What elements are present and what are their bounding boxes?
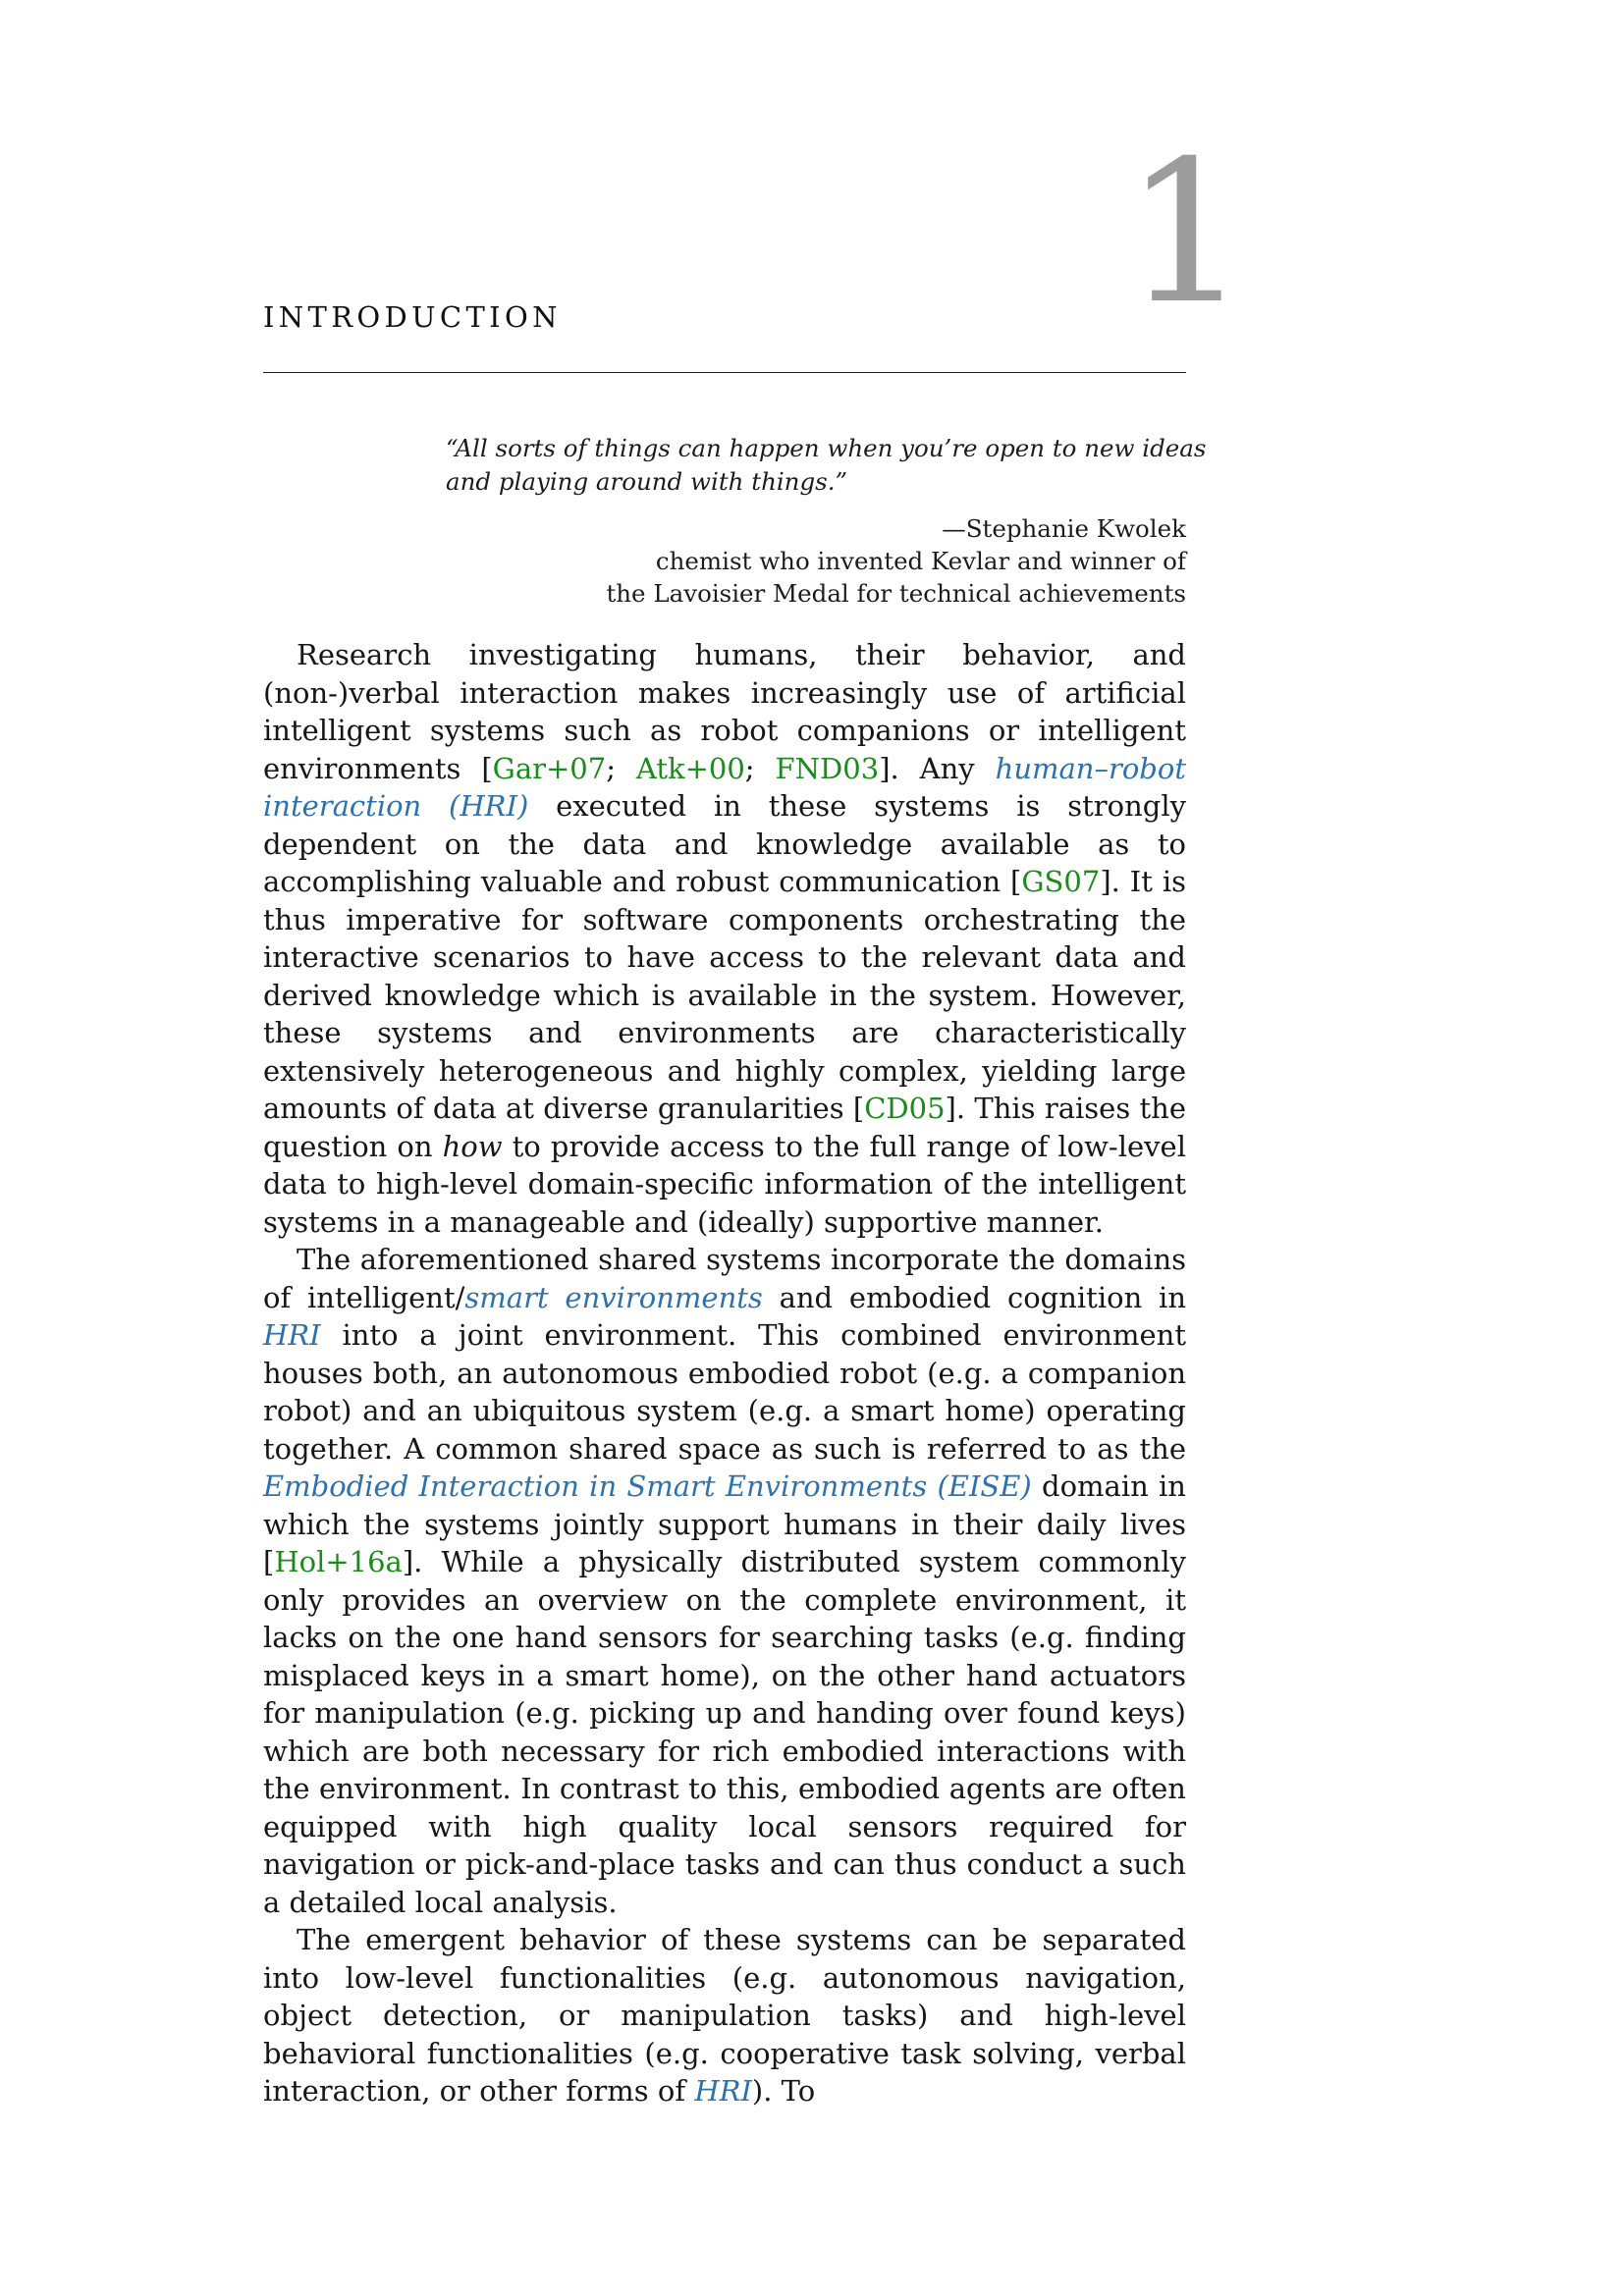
term-link[interactable]: human–robot interaction (HRI) xyxy=(263,751,1186,823)
chapter-title: INTRODUCTION xyxy=(263,300,562,334)
term-link[interactable]: HRI xyxy=(263,1318,321,1352)
citation-link[interactable]: GS07 xyxy=(1021,865,1101,898)
citation-link[interactable]: Hol+16a xyxy=(274,1545,403,1578)
epigraph-quote-line: “All sorts of things can happen when you’re open to new ideas xyxy=(446,434,1207,462)
epigraph-attribution-desc-line: the Lavoisier Medal for technical achievements xyxy=(606,579,1186,608)
text-run: and embodied cognition in xyxy=(762,1280,1186,1314)
text-run: to provide access to the full range of low-level data to high-level domain-specific information of the intelligent systems in a manageable and (ideally) supportive manner. xyxy=(263,1129,1186,1239)
epigraph-attribution-desc-line: chemist who invented Kevlar and winner of xyxy=(655,547,1186,575)
text-run: Research investigating humans, their behavior, and (non-)verbal interaction makes increasingly use of artificial intelligent systems such as robot companions or intelligent environments [ xyxy=(263,638,1186,785)
text-run: The aforementioned shared systems incorporate the domains of intelligent/ xyxy=(263,1243,1186,1314)
text-run: ). To xyxy=(751,2074,816,2108)
text-run: ; xyxy=(744,751,776,785)
epigraph-quote xyxy=(263,432,1207,499)
term-link[interactable]: smart environments xyxy=(464,1280,763,1314)
chapter-number: 1 xyxy=(1123,119,1249,347)
citation-link[interactable]: CD05 xyxy=(864,1092,946,1125)
term-link[interactable]: HRI xyxy=(694,2074,752,2108)
body-text xyxy=(263,636,1186,2110)
citation-link[interactable]: Atk+00 xyxy=(635,751,745,785)
text-run: The emergent behavior of these systems can be separated into low-level functionalities (e.g. autonomous navigation, object detection, or manipulation tasks) and high-level behavioral functionalities (e.g. cooperative task solving, verbal interaction, or other forms of xyxy=(263,1923,1186,2108)
text-run: ]. This raises the question on xyxy=(263,1092,1186,1163)
body-paragraph xyxy=(263,1921,1186,2110)
epigraph-attribution xyxy=(263,512,1186,610)
text-run: executed in these systems is strongly dependent on the data and knowledge available as to accomplishing valuable and robust communication [ xyxy=(263,789,1187,898)
text-run: ; xyxy=(606,751,636,785)
epigraph xyxy=(263,432,1207,610)
text-run: ]. While a physically distributed system commonly only provides an overview on the complete environment, it lacks on the one hand sensors for searching tasks (e.g. finding misplaced keys in a smart home), on the other hand actuators for manipulation (e.g. picking up and handing over found keys) which are both necessary for rich embodied interactions with the environment. In contrast to this, embodied agents are often equipped with high quality local sensors required for navigation or pick-and-place tasks and can thus conduct a such a detailed local analysis. xyxy=(263,1545,1186,1919)
text-run: ]. Any xyxy=(879,751,996,785)
body-paragraph xyxy=(263,1241,1186,1921)
text-run: domain in which the systems jointly support humans in their daily lives [ xyxy=(263,1469,1186,1578)
title-rule xyxy=(263,372,1186,373)
citation-link[interactable]: FND03 xyxy=(775,751,880,785)
text-run: ]. It is thus imperative for software components orchestrating the interactive scenarios to have access to the relevant data and derived knowledge which is available in the system. However, these systems and environments are characteristically extensively heterogeneous and highly complex, yielding large amounts of data at diverse granularities [ xyxy=(263,865,1186,1125)
citation-link[interactable]: Gar+07 xyxy=(492,751,607,785)
term-link[interactable]: Embodied Interaction in Smart Environments (EISE) xyxy=(263,1469,1032,1503)
body-paragraph xyxy=(263,636,1186,1241)
text-run: into a joint environment. This combined environment houses both, an autonomous embodied robot (e.g. a companion robot) and an ubiquitous system (e.g. a smart home) operating together. A common shared space as such is referred to as the xyxy=(263,1318,1186,1466)
epigraph-attribution-author: —Stephanie Kwolek xyxy=(942,514,1186,543)
emphasized-text: how xyxy=(442,1129,503,1163)
epigraph-quote-line: and playing around with things.” xyxy=(446,467,848,496)
